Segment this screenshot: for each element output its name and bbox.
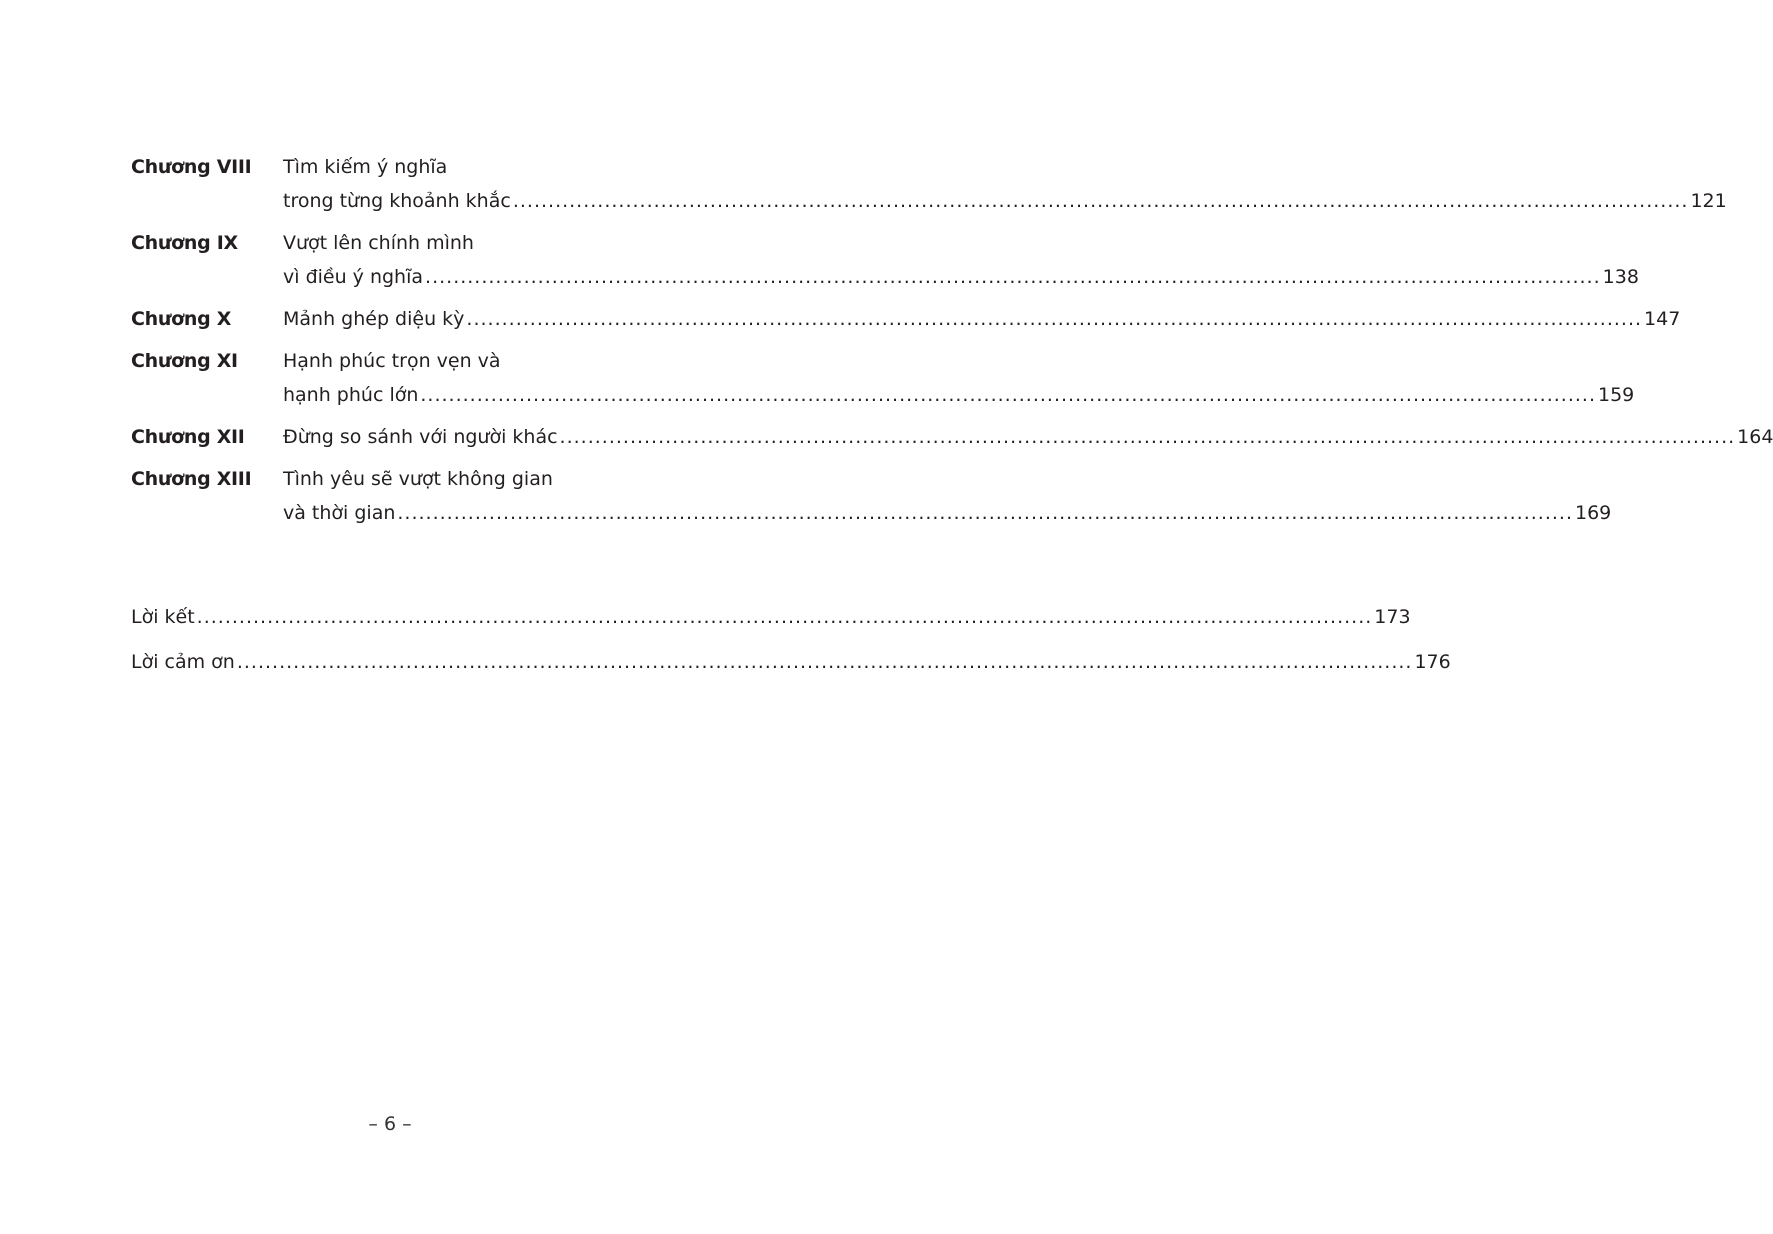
chapter-title: Mảnh ghép diệu kỳ xyxy=(283,308,465,330)
toc-entry-epilogue xyxy=(131,600,1411,634)
entry-title: Lời cảm ơn xyxy=(131,651,235,673)
chapter-label: Chương X xyxy=(131,308,232,330)
page-number: 164 xyxy=(1737,426,1773,448)
chapter-title: Tìm kiếm ý nghĩa xyxy=(283,156,448,178)
dot-leader xyxy=(560,420,1736,454)
chapter-title: Hạnh phúc trọn vẹn và xyxy=(283,350,501,372)
chapter-title: vì điều ý nghĩa xyxy=(283,266,424,288)
dot-leader xyxy=(466,302,1642,336)
dot-leader xyxy=(397,496,1573,530)
chapter-label: Chương VIII xyxy=(131,156,252,178)
chapter-title: Đừng so sánh với người khác xyxy=(283,426,558,448)
dot-leader xyxy=(237,645,1413,679)
page-number: 147 xyxy=(1644,308,1681,330)
dot-leader xyxy=(513,184,1689,218)
toc-entry-acknowledgements xyxy=(131,645,1451,679)
page-number: 173 xyxy=(1374,606,1411,628)
chapter-title: Tình yêu sẽ vượt không gian xyxy=(283,468,553,490)
table-of-contents xyxy=(131,150,1773,538)
page-number: 169 xyxy=(1575,502,1612,524)
dot-leader xyxy=(420,378,1596,412)
chapter-title: và thời gian xyxy=(283,502,396,524)
chapter-label: Chương IX xyxy=(131,232,238,254)
toc-entry-chapter-10 xyxy=(131,302,1681,336)
chapter-title: trong từng khoảnh khắc xyxy=(283,190,511,212)
dot-leader xyxy=(425,260,1601,294)
chapter-label: Chương XIII xyxy=(131,468,252,490)
back-matter xyxy=(131,600,1451,690)
page-number: 138 xyxy=(1602,266,1639,288)
page-number: 159 xyxy=(1598,384,1635,406)
toc-entry-chapter-11 xyxy=(131,344,1635,412)
chapter-label: Chương XI xyxy=(131,350,238,372)
page-folio: – 6 – xyxy=(368,1113,412,1135)
page-number: 121 xyxy=(1690,190,1727,212)
chapter-title: hạnh phúc lớn xyxy=(283,384,419,406)
page-number: 176 xyxy=(1414,651,1451,673)
toc-entry-chapter-9 xyxy=(131,226,1639,294)
chapter-title: Vượt lên chính mình xyxy=(283,232,474,254)
toc-entry-chapter-8 xyxy=(131,150,1727,218)
toc-entry-chapter-13 xyxy=(131,462,1612,530)
toc-entry-chapter-12 xyxy=(131,420,1773,454)
dot-leader xyxy=(197,600,1373,634)
entry-title: Lời kết xyxy=(131,606,195,628)
chapter-label: Chương XII xyxy=(131,426,245,448)
